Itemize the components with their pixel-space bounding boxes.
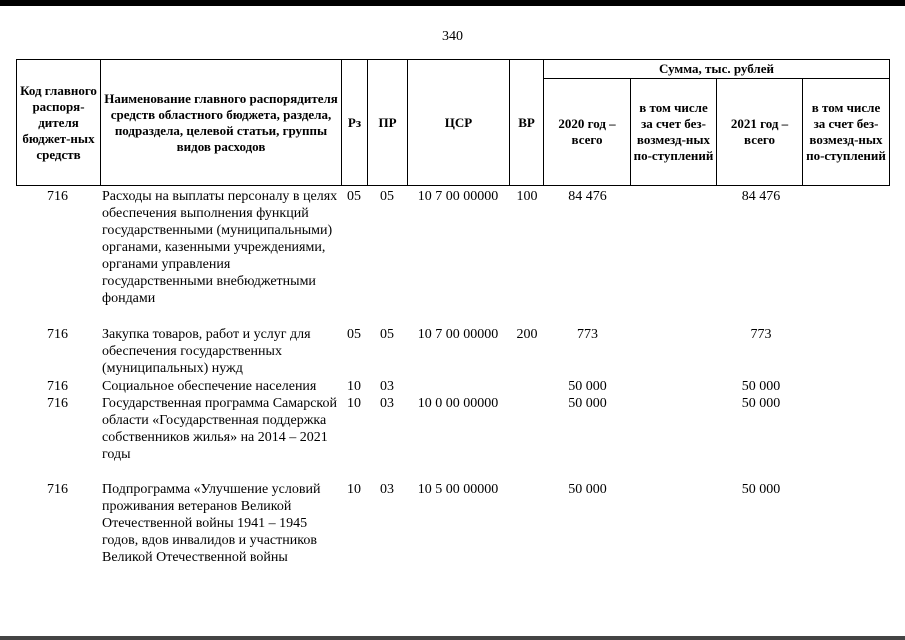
row-rz: 10 <box>347 482 361 497</box>
row-sum-2021: 50 000 <box>741 482 781 497</box>
row-csr: 10 5 00 00000 <box>417 482 499 497</box>
row-sum-2021: 50 000 <box>741 396 781 411</box>
row-sum-2021: 50 000 <box>741 379 781 394</box>
row-sum-2020: 50 000 <box>568 482 607 497</box>
scan-bottom-edge <box>0 636 905 640</box>
row-sum-2021: 773 <box>750 327 772 342</box>
row-code: 716 <box>47 396 68 411</box>
row-sum-2020: 84 476 <box>568 189 607 204</box>
table-header <box>16 59 890 186</box>
row-sum-2020: 773 <box>577 327 598 342</box>
row-pr: 05 <box>380 189 394 204</box>
header-vr: ВР <box>510 60 544 186</box>
header-code: Код главного распоря-дителя бюджет-ных средств <box>17 60 101 186</box>
row-name: Социальное обеспечение населения <box>102 379 317 394</box>
row-csr: 10 7 00 00000 <box>417 327 499 342</box>
row-pr: 03 <box>380 379 394 394</box>
row-name: Подпрограмма «Улучшение условий проживания ветеранов Великой Отечественной войны 1941 – 1945 годов, вдов инвалидов и участников Великой Отечественной войны <box>102 482 321 565</box>
row-name: Расходы на выплаты персоналу в целях обеспечения выполнения функций государственными (муниципальными) органами, казенными учреждениями, органами управления государственными внебюджетными фондами <box>102 189 338 306</box>
row-pr: 03 <box>380 482 394 497</box>
page-number: 340 <box>442 29 463 44</box>
header-csr: ЦСР <box>408 60 510 186</box>
header-rz: Рз <box>342 60 368 186</box>
row-name: Закупка товаров, работ и услуг для обеспечения государственных (муниципальных) нужд <box>102 327 311 376</box>
row-code: 716 <box>47 189 68 204</box>
row-pr: 05 <box>380 327 394 342</box>
row-code: 716 <box>47 379 68 394</box>
row-code: 716 <box>47 327 68 342</box>
row-rz: 10 <box>347 379 361 394</box>
row-sum-2020: 50 000 <box>568 396 607 411</box>
header-2021-total: 2021 год – всего <box>717 79 803 186</box>
header-name: Наименование главного распорядителя средств областного бюджета, раздела, подраздела, целевой статьи, группы видов расходов <box>101 60 342 186</box>
header-2020-free: в том числе за счет без-возмезд-ных по-ступлений <box>631 79 717 186</box>
row-rz: 05 <box>347 327 361 342</box>
row-sum-2021: 84 476 <box>741 189 781 204</box>
row-vr: 200 <box>516 327 538 342</box>
header-sum: Сумма, тыс. рублей <box>544 60 890 79</box>
row-csr: 10 0 00 00000 <box>417 396 499 411</box>
header-2020-total: 2020 год – всего <box>544 79 631 186</box>
row-sum-2020: 50 000 <box>568 379 607 394</box>
row-csr: 10 7 00 00000 <box>417 189 499 204</box>
scan-top-edge <box>0 0 905 6</box>
row-pr: 03 <box>380 396 394 411</box>
header-2021-free: в том числе за счет без-возмезд-ных по-ступлений <box>803 79 890 186</box>
row-vr: 100 <box>516 189 538 204</box>
row-rz: 10 <box>347 396 361 411</box>
row-code: 716 <box>47 482 68 497</box>
header-pr: ПР <box>368 60 408 186</box>
row-rz: 05 <box>347 189 361 204</box>
row-name: Государственная программа Самарской области «Государственная поддержка собственников жилья» на 2014 – 2021 годы <box>102 396 338 462</box>
